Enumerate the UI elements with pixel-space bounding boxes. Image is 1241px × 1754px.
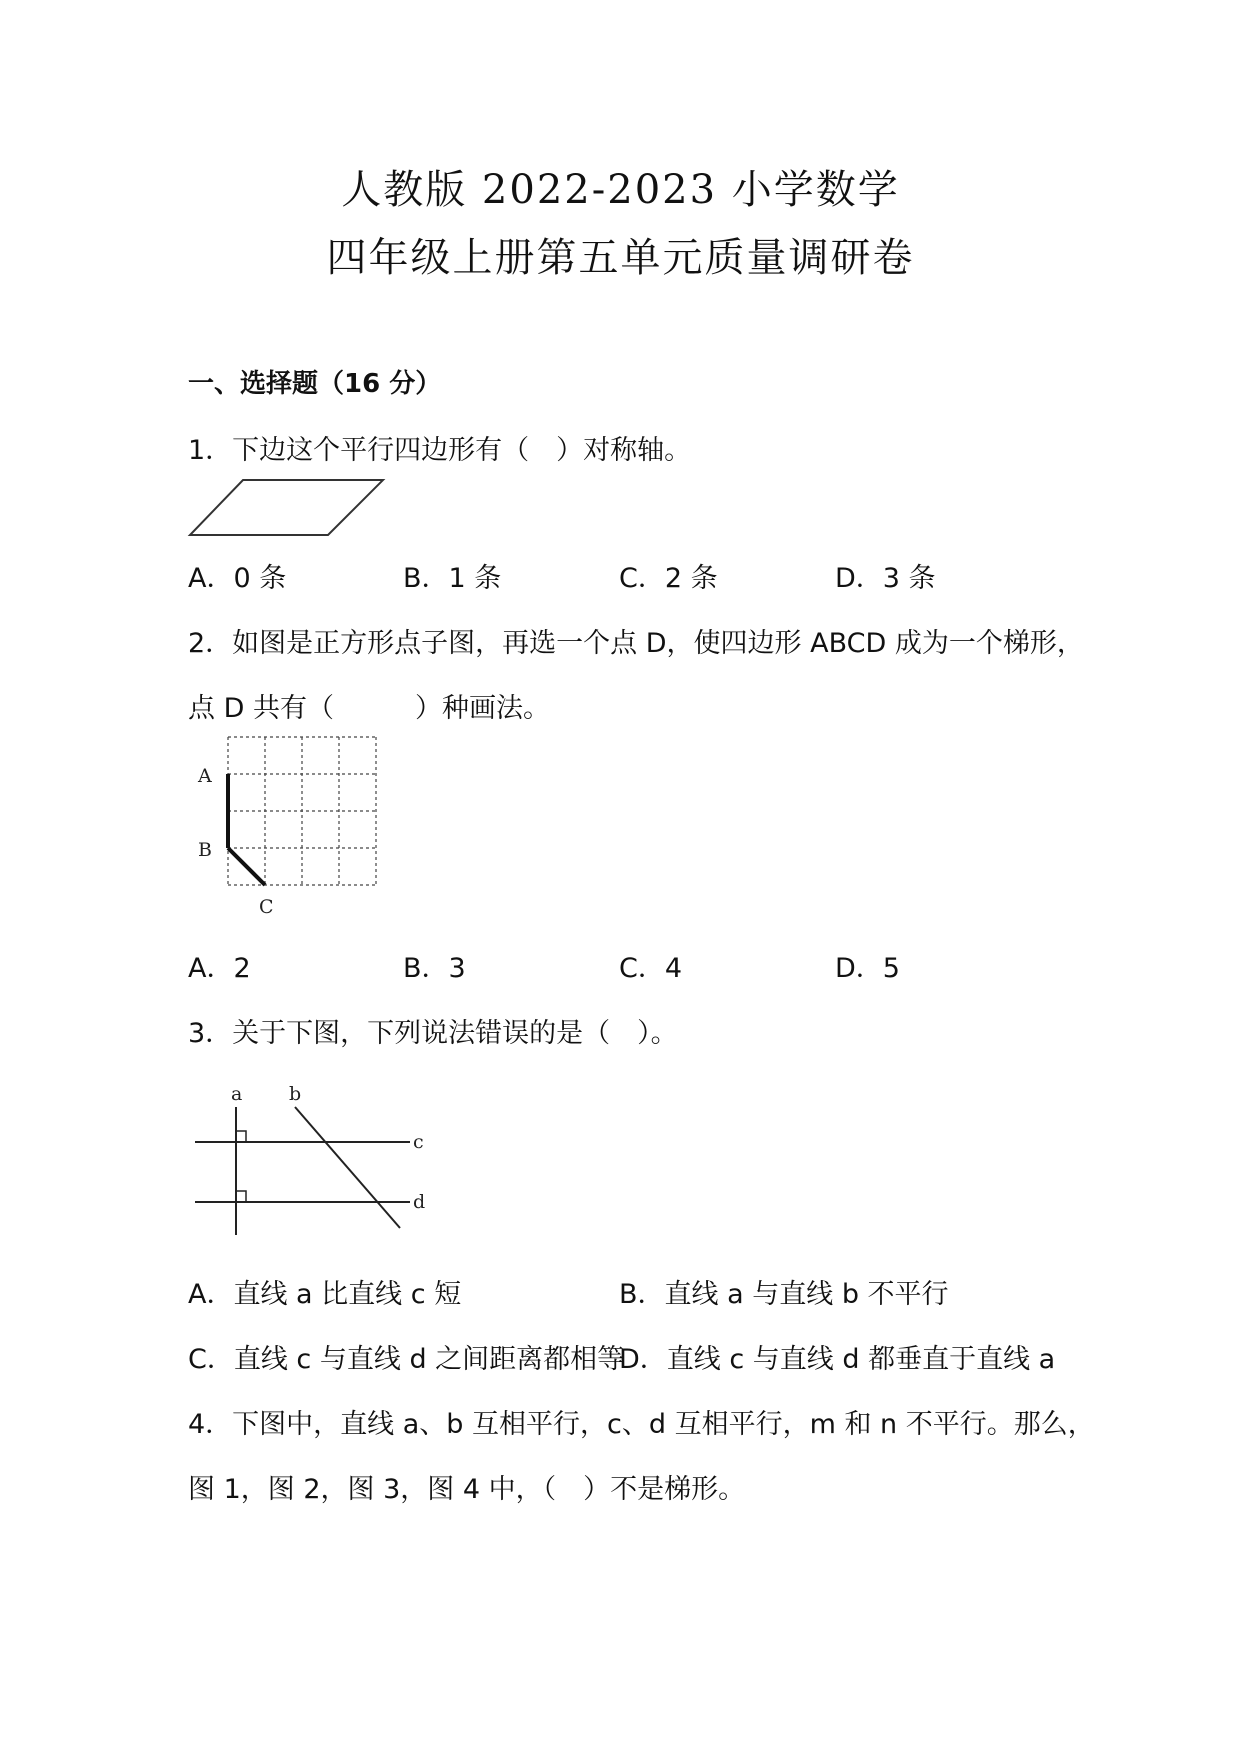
q1-option-b[interactable]: B．1 条 — [403, 563, 502, 594]
q1-option-c[interactable]: C．2 条 — [619, 563, 718, 594]
right-angle-mark-d — [236, 1191, 246, 1202]
q2-option-c[interactable]: C．4 — [619, 953, 683, 984]
parallelogram-shape — [190, 480, 383, 535]
q2-option-d[interactable]: D．5 — [835, 953, 900, 984]
q4-stem-line2: 图 1，图 2，图 3，图 4 中，（ ）不是梯形。 — [188, 1474, 746, 1505]
label-a: A — [198, 765, 212, 787]
q2-stem-line2: 点 D 共有（ ）种画法。 — [188, 693, 550, 724]
q1-option-d[interactable]: D．3 条 — [835, 563, 936, 594]
lines-figure — [190, 1080, 440, 1240]
label-c: C — [259, 896, 274, 918]
q3-stem: 3．关于下图，下列说法错误的是（ ）。 — [188, 1018, 678, 1049]
q3-option-b[interactable]: B．直线 a 与直线 b 不平行 — [619, 1279, 949, 1310]
dot-grid-figure — [190, 730, 380, 920]
parallelogram-figure — [188, 478, 388, 538]
q4-stem-line1: 4．下图中，直线 a、b 互相平行，c、d 互相平行，m 和 n 不平行。那么， — [188, 1409, 1095, 1440]
segment-bc — [228, 848, 265, 885]
q3-option-a[interactable]: A．直线 a 比直线 c 短 — [188, 1279, 462, 1310]
q2-stem-line1: 2．如图是正方形点子图，再选一个点 D，使四边形 ABCD 成为一个梯形， — [188, 628, 1084, 659]
title-line-1: 人教版 2022-2023 小学数学 — [341, 167, 900, 213]
section-heading: 一、选择题（16 分） — [188, 369, 442, 399]
line-b — [295, 1107, 400, 1228]
q2-option-b[interactable]: B．3 — [403, 953, 466, 984]
label-line-b: b — [289, 1083, 302, 1105]
right-angle-mark-c — [236, 1131, 246, 1142]
label-line-d: d — [413, 1191, 426, 1213]
q1-stem: 1．下边这个平行四边形有（ ）对称轴。 — [188, 435, 692, 466]
label-line-a: a — [231, 1083, 243, 1105]
title-line-2: 四年级上册第五单元质量调研卷 — [326, 235, 915, 281]
dashed-grid — [228, 737, 376, 885]
q3-option-c[interactable]: C．直线 c 与直线 d 之间距离都相等 — [188, 1344, 625, 1375]
label-b: B — [198, 839, 212, 861]
q2-option-a[interactable]: A．2 — [188, 953, 251, 984]
label-line-c: c — [413, 1131, 424, 1153]
q1-option-a[interactable]: A．0 条 — [188, 563, 287, 594]
q3-option-d[interactable]: D．直线 c 与直线 d 都垂直于直线 a — [619, 1344, 1056, 1375]
